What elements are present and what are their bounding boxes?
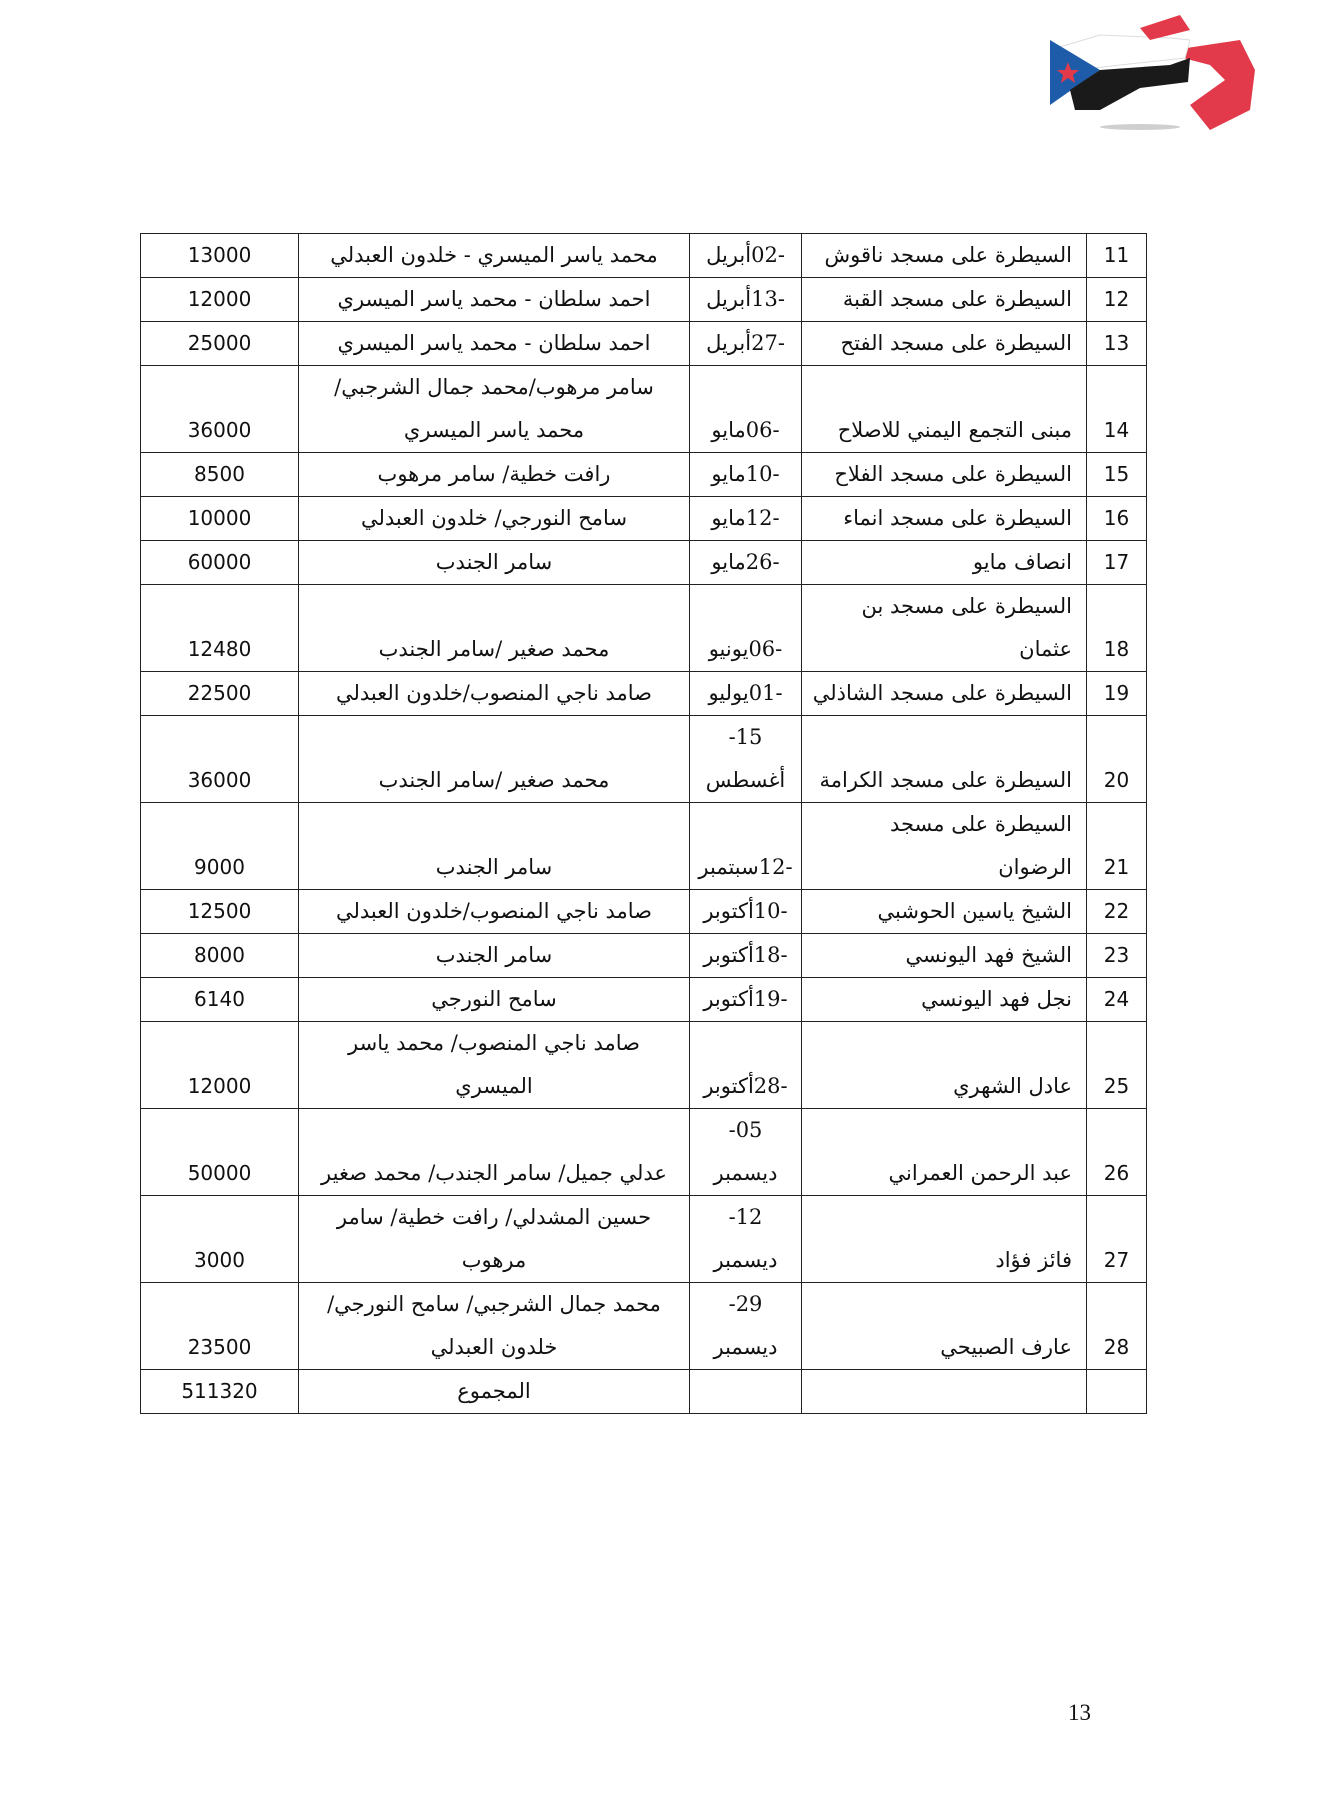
event-cell-line: السيطرة على مسجد ناقوش — [824, 243, 1072, 267]
row-number: 26 — [1087, 1109, 1147, 1196]
table-row — [141, 1196, 1147, 1283]
event-cell — [802, 716, 1087, 803]
date-cell-line: -27أبريل — [706, 331, 785, 355]
event-cell — [802, 366, 1087, 453]
table-row — [141, 803, 1147, 890]
event-cell-line: السيطرة على مسجد بن — [861, 594, 1072, 618]
amount-cell: 12000 — [141, 1022, 299, 1109]
date-cell-line: 15- — [728, 725, 763, 749]
amount-cell: 22500 — [141, 672, 299, 716]
table-row — [141, 1109, 1147, 1196]
date-cell-line: 29- — [728, 1292, 763, 1316]
event-cell-line: عادل الشهري — [953, 1074, 1072, 1098]
event-cell — [802, 585, 1087, 672]
date-cell-line: -13أبريل — [706, 287, 785, 311]
page-number: 13 — [1068, 1700, 1091, 1725]
amount-cell: 8500 — [141, 453, 299, 497]
date-cell-line: -12سبتمبر — [698, 855, 793, 879]
event-cell — [802, 934, 1087, 978]
date-cell — [690, 803, 802, 890]
names-cell-line: حسين المشدلي/ رافت خطية/ سامر مرهوب — [336, 1205, 652, 1272]
event-cell — [802, 1109, 1087, 1196]
names-cell — [299, 672, 690, 716]
total-amount: 511320 — [141, 1370, 299, 1414]
row-number: 24 — [1087, 978, 1147, 1022]
names-cell — [299, 716, 690, 803]
event-cell — [802, 541, 1087, 585]
event-cell-line: الشيخ ياسين الحوشبي — [877, 899, 1072, 923]
row-number: 25 — [1087, 1022, 1147, 1109]
empty-cell — [690, 1370, 802, 1414]
row-number: 13 — [1087, 322, 1147, 366]
empty-cell — [1087, 1370, 1147, 1414]
row-number: 11 — [1087, 234, 1147, 278]
date-cell-line: -10أكتوبر — [703, 899, 788, 923]
table-row — [141, 934, 1147, 978]
names-cell-line: محمد صغير /سامر الجندب — [378, 637, 610, 661]
names-cell — [299, 1196, 690, 1283]
event-cell-line: عارف الصبيحي — [940, 1335, 1072, 1359]
row-number: 28 — [1087, 1283, 1147, 1370]
event-cell-line: السيطرة على مسجد انماء — [843, 506, 1072, 530]
names-cell — [299, 453, 690, 497]
total-row — [141, 1370, 1147, 1414]
date-cell — [690, 1109, 802, 1196]
event-cell-line: مبنى التجمع اليمني للاصلاح — [837, 418, 1072, 442]
amount-cell: 6140 — [141, 978, 299, 1022]
names-cell-line: محمد صغير /سامر الجندب — [378, 768, 610, 792]
names-cell — [299, 497, 690, 541]
event-cell-line: فائز فؤاد — [995, 1248, 1072, 1272]
event-cell — [802, 497, 1087, 541]
event-cell — [802, 1022, 1087, 1109]
event-cell-line: السيطرة على مسجد الفلاح — [834, 462, 1072, 486]
amount-cell: 12500 — [141, 890, 299, 934]
names-cell-line: سامح النورجي — [431, 987, 557, 1011]
total-label: المجموع — [299, 1370, 690, 1414]
row-number: 21 — [1087, 803, 1147, 890]
row-number: 14 — [1087, 366, 1147, 453]
names-cell — [299, 978, 690, 1022]
names-cell-line: سامر الجندب — [435, 550, 553, 574]
names-cell — [299, 1022, 690, 1109]
date-cell — [690, 585, 802, 672]
event-cell — [802, 978, 1087, 1022]
date-cell — [690, 1196, 802, 1283]
date-cell-line: ديسمبر — [713, 1335, 778, 1359]
names-cell-line: خلدون العبدلي — [430, 1335, 558, 1359]
names-cell — [299, 234, 690, 278]
names-cell — [299, 322, 690, 366]
amount-cell: 9000 — [141, 803, 299, 890]
names-cell — [299, 803, 690, 890]
names-cell — [299, 934, 690, 978]
amount-cell: 36000 — [141, 716, 299, 803]
event-cell — [802, 803, 1087, 890]
amount-cell: 12480 — [141, 585, 299, 672]
row-number: 12 — [1087, 278, 1147, 322]
event-cell-line: السيطرة على مسجد الرضوان — [889, 812, 1072, 879]
row-number: 17 — [1087, 541, 1147, 585]
table-row — [141, 322, 1147, 366]
event-cell-line: عثمان — [1019, 637, 1072, 661]
amount-cell: 8000 — [141, 934, 299, 978]
date-cell-line: -26مايو — [711, 550, 780, 574]
table-row — [141, 497, 1147, 541]
names-cell — [299, 1109, 690, 1196]
names-cell — [299, 541, 690, 585]
event-cell — [802, 234, 1087, 278]
date-cell — [690, 497, 802, 541]
date-cell-line: ديسمبر — [713, 1161, 778, 1185]
event-cell — [802, 890, 1087, 934]
amount-cell: 50000 — [141, 1109, 299, 1196]
names-cell-line: رافت خطية/ سامر مرهوب — [377, 462, 611, 486]
event-cell-line: نجل فهد اليونسي — [921, 987, 1072, 1011]
names-cell-line: سامر الجندب — [435, 943, 553, 967]
event-cell — [802, 322, 1087, 366]
date-cell — [690, 934, 802, 978]
names-cell-line: صامد ناجي المنصوب/خلدون العبدلي — [335, 681, 652, 705]
names-cell — [299, 585, 690, 672]
date-cell — [690, 541, 802, 585]
names-cell — [299, 890, 690, 934]
table-row — [141, 585, 1147, 672]
date-cell-line: -12مايو — [711, 506, 780, 530]
row-number: 18 — [1087, 585, 1147, 672]
amount-cell: 23500 — [141, 1283, 299, 1370]
row-number: 27 — [1087, 1196, 1147, 1283]
date-cell-line: 05- — [728, 1118, 763, 1142]
names-cell-line: عدلي جميل/ سامر الجندب/ محمد صغير — [321, 1161, 667, 1185]
table-row — [141, 716, 1147, 803]
date-cell-line: -10مايو — [711, 462, 780, 486]
event-cell — [802, 1196, 1087, 1283]
event-cell-line: عبد الرحمن العمراني — [888, 1161, 1072, 1185]
date-cell — [690, 1283, 802, 1370]
event-cell — [802, 672, 1087, 716]
row-number: 16 — [1087, 497, 1147, 541]
date-cell — [690, 366, 802, 453]
date-cell-line: أغسطس — [705, 768, 786, 792]
date-cell — [690, 322, 802, 366]
payments-table — [140, 233, 1147, 1414]
date-cell-line: -28أكتوبر — [703, 1074, 788, 1098]
names-cell-line: محمد جمال الشرجبي/ سامح النورجي/ — [327, 1292, 661, 1316]
names-cell-line: احمد سلطان - محمد ياسر الميسري — [337, 331, 651, 355]
amount-cell: 10000 — [141, 497, 299, 541]
event-cell-line: انصاف مايو — [972, 550, 1072, 574]
row-number: 20 — [1087, 716, 1147, 803]
date-cell — [690, 716, 802, 803]
date-cell — [690, 234, 802, 278]
event-cell-line: السيطرة على مسجد الكرامة — [819, 768, 1072, 792]
date-cell — [690, 453, 802, 497]
names-cell-line: سامح النورجي/ خلدون العبدلي — [360, 506, 628, 530]
event-cell-line: الشيخ فهد اليونسي — [905, 943, 1072, 967]
names-cell-line: صامد ناجي المنصوب/ محمد ياسر الميسري — [348, 1031, 640, 1098]
table-row — [141, 1283, 1147, 1370]
table-row — [141, 453, 1147, 497]
table-row — [141, 541, 1147, 585]
table-row — [141, 366, 1147, 453]
names-cell — [299, 1283, 690, 1370]
event-cell-line: السيطرة على مسجد الشاذلي — [812, 681, 1072, 705]
table-body — [141, 234, 1147, 1414]
names-cell-line: سامر مرهوب/محمد جمال الشرجبي/ — [334, 375, 654, 399]
date-cell-line: 12- — [728, 1205, 763, 1229]
table-row — [141, 978, 1147, 1022]
date-cell-line: -06يونيو — [708, 637, 783, 661]
date-cell — [690, 1022, 802, 1109]
event-cell-line: السيطرة على مسجد الفتح — [840, 331, 1072, 355]
amount-cell: 3000 — [141, 1196, 299, 1283]
names-cell — [299, 366, 690, 453]
amount-cell: 13000 — [141, 234, 299, 278]
table-row — [141, 234, 1147, 278]
table-row — [141, 890, 1147, 934]
names-cell-line: سامر الجندب — [435, 855, 553, 879]
date-cell-line: -02أبريل — [706, 243, 785, 267]
date-cell-line: -18أكتوبر — [703, 943, 788, 967]
flag-logo — [1040, 10, 1260, 135]
row-number: 23 — [1087, 934, 1147, 978]
table-row — [141, 278, 1147, 322]
table-row — [141, 672, 1147, 716]
event-cell — [802, 1283, 1087, 1370]
event-cell — [802, 453, 1087, 497]
date-cell-line: -06مايو — [711, 418, 780, 442]
date-cell — [690, 890, 802, 934]
row-number: 15 — [1087, 453, 1147, 497]
date-cell-line: -19أكتوبر — [703, 987, 788, 1011]
date-cell — [690, 672, 802, 716]
amount-cell: 12000 — [141, 278, 299, 322]
date-cell-line: -01يوليو — [708, 681, 783, 705]
names-cell-line: احمد سلطان - محمد ياسر الميسري — [337, 287, 651, 311]
date-cell — [690, 278, 802, 322]
names-cell — [299, 278, 690, 322]
row-number: 19 — [1087, 672, 1147, 716]
date-cell-line: ديسمبر — [713, 1248, 778, 1272]
names-cell-line: صامد ناجي المنصوب/خلدون العبدلي — [335, 899, 652, 923]
date-cell — [690, 978, 802, 1022]
amount-cell: 25000 — [141, 322, 299, 366]
amount-cell: 36000 — [141, 366, 299, 453]
names-cell-line: محمد ياسر الميسري — [403, 418, 585, 442]
amount-cell: 60000 — [141, 541, 299, 585]
row-number: 22 — [1087, 890, 1147, 934]
event-cell — [802, 278, 1087, 322]
event-cell-line: السيطرة على مسجد القبة — [842, 287, 1072, 311]
empty-cell — [802, 1370, 1087, 1414]
table-row — [141, 1022, 1147, 1109]
names-cell-line: محمد ياسر الميسري - خلدون العبدلي — [330, 243, 658, 267]
